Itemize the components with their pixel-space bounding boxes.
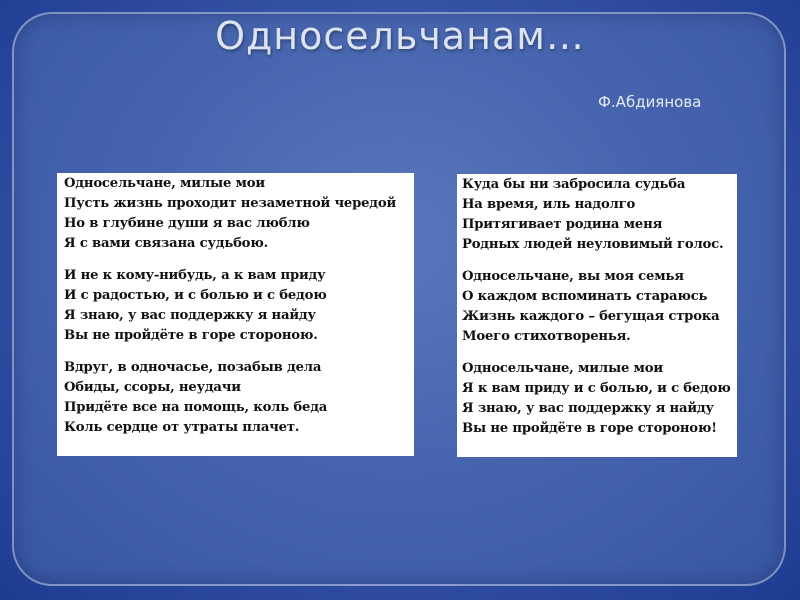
- poem-line: Вдруг, в одночасье, позабыв дела: [64, 360, 322, 375]
- poem-line: Пусть жизнь проходит незаметной чередой: [64, 196, 397, 211]
- stanza: [462, 359, 737, 439]
- poem-line: На время, иль надолго: [462, 197, 636, 212]
- poem-line: Жизнь каждого – бегущая строка: [462, 309, 720, 324]
- author-name: Ф.Абдиянова: [598, 93, 702, 111]
- poem-line: Я знаю, у вас поддержку я найду: [64, 308, 316, 323]
- poem-line: Обиды, ссоры, неудачи: [64, 380, 241, 395]
- stanza: [64, 266, 414, 346]
- poem-line: Я знаю, у вас поддержку я найду: [462, 401, 714, 416]
- slide-title: Односельчанам…: [215, 14, 585, 58]
- stanza: [462, 175, 737, 255]
- stanza: [64, 358, 414, 438]
- poem-line: Притягивает родина меня: [462, 217, 663, 232]
- poem-line: И с радостью, и с болью и с бедою: [64, 288, 327, 303]
- stanza: [64, 174, 414, 254]
- poem-line: Вы не пройдёте в горе стороною.: [64, 328, 318, 343]
- poem-line: Односельчане, милые мои: [64, 176, 265, 191]
- poem-card-left: [57, 173, 414, 456]
- poem-line: Коль сердце от утраты плачет.: [64, 420, 300, 435]
- poem-line: И не к кому-нибудь, а к вам приду: [64, 268, 326, 283]
- poem-card-right: [457, 174, 737, 457]
- poem-line: Куда бы ни забросила судьба: [462, 177, 686, 192]
- poem-line: Придёте все на помощь, коль беда: [64, 400, 328, 415]
- poem-line: Но в глубине души я вас люблю: [64, 216, 310, 231]
- poem-line: Односельчане, милые мои: [462, 361, 663, 376]
- poem-line: Односельчане, вы моя семья: [462, 269, 684, 284]
- poem-line: О каждом вспоминать стараюсь: [462, 289, 708, 304]
- poem-line: Моего стихотворенья.: [462, 329, 631, 344]
- poem-line: Родных людей неуловимый голос.: [462, 237, 724, 252]
- poem-line: Вы не пройдёте в горе стороною!: [462, 421, 717, 436]
- poem-line: Я к вам приду и с болью, и с бедою: [462, 381, 731, 396]
- stanza: [462, 267, 737, 347]
- poem-line: Я с вами связана судьбою.: [64, 236, 268, 251]
